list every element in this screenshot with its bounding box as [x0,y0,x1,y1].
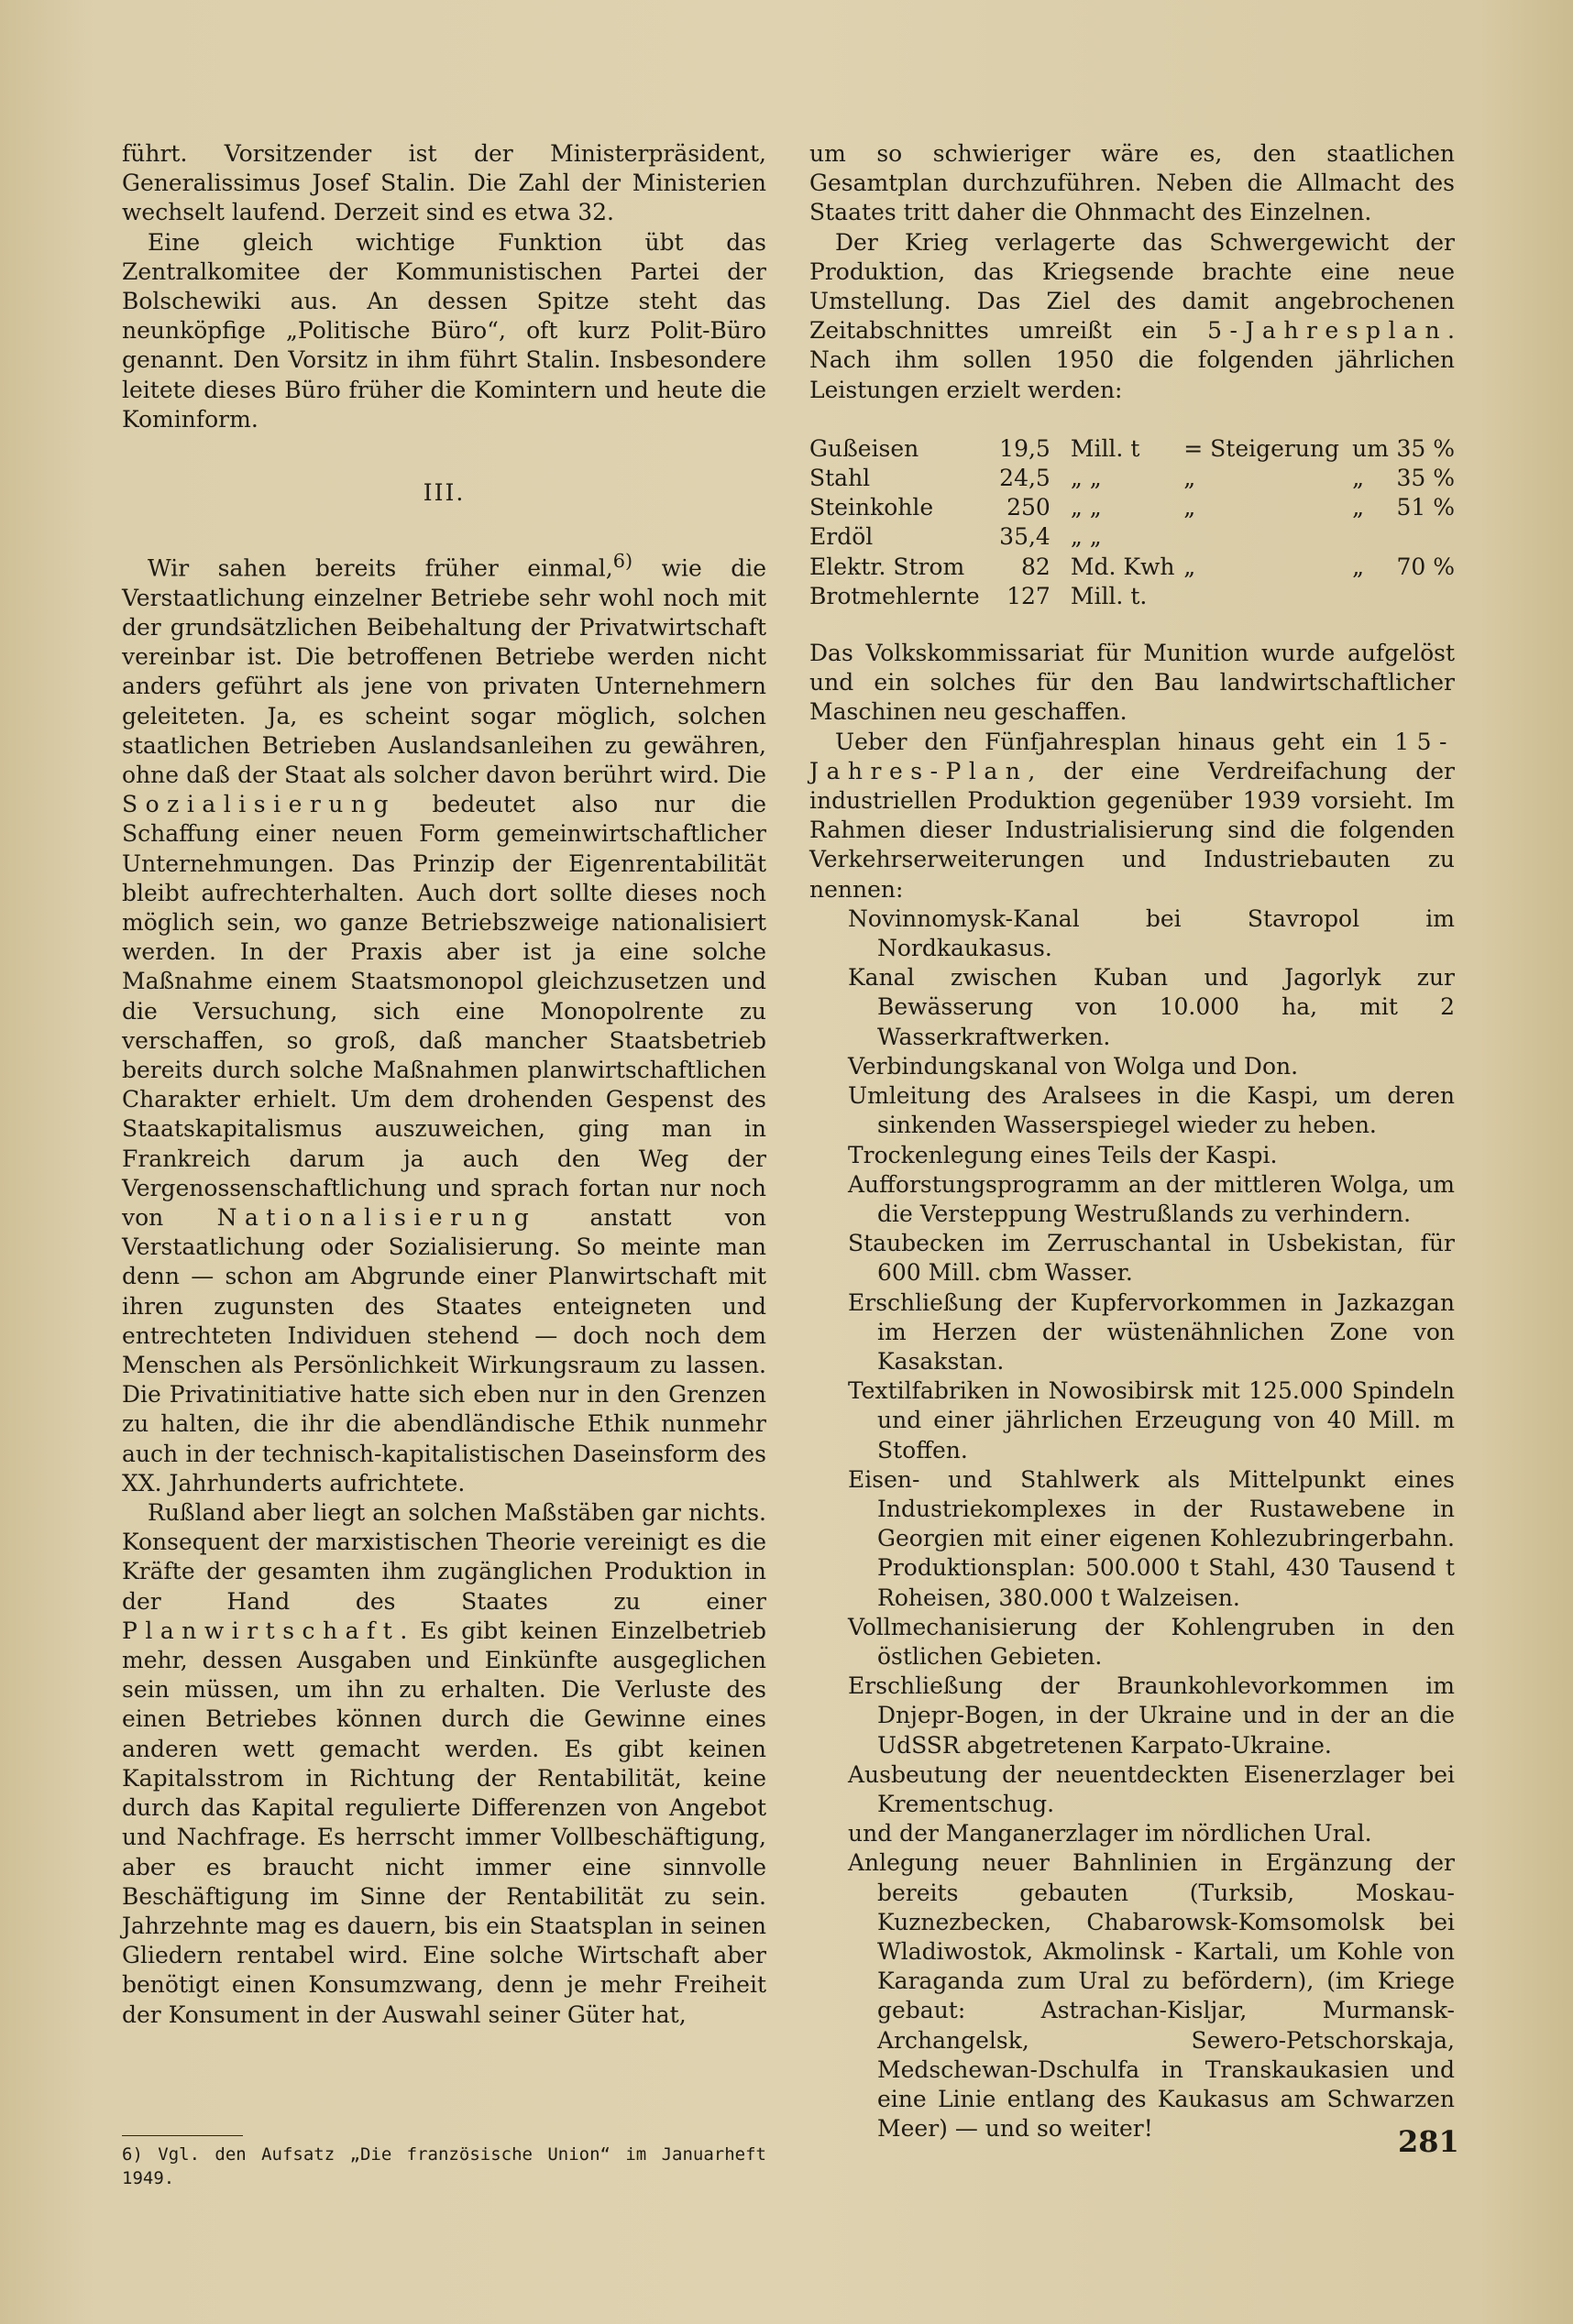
table-cell-amount: 127 [1006,582,1050,609]
left-column [122,139,766,2030]
spaced-emphasis: 15-Jahres-Plan [809,728,1455,784]
paragraph [809,228,1455,405]
table-row [809,582,1455,611]
table-cell-amount: 82 [1021,553,1050,580]
table-cell-um: „ [1352,465,1365,492]
table-row [809,493,1455,522]
list-item: Textilfabriken in Nowosibirsk mit 125.000 Spindeln und einer jährlichen Erzeugung von 40 Mill. m Stoffen. [848,1377,1455,1463]
table-cell-rel: = Steigerung [1183,434,1340,462]
right-column [809,139,1455,2143]
footnote: 6) Vgl. den Aufsatz „Die französische Union“ im Januarheft 1949. [122,2144,766,2188]
table-cell-um: um [1352,434,1389,462]
text-run: . Es gibt keinen Einzelbetrieb mehr, dessen Ausgaben und Einkünfte ausgeglichen sein müssen, um ihn zu erhalten. Die Verluste des einen Betriebes können durch die Gewinne eines anderen wett gemacht werden. Es gibt keinen Kapitalsstrom in Richtung der Rentabilität, keine durch das Kapital regulierte Differenzen von Angebot und Nachfrage. Es herrscht immer Vollbeschäftigung, aber es braucht nicht immer eine sinnvolle Beschäftigung im Sinne der Rentabilität zu sein. Jahrzehnte mag es dauern, bis ein Staatsplan in seinen Gliedern rentabel wird. Eine solche Wirtschaft aber benötigt einen Konsumzwang, denn je mehr Freiheit der Konsument in der Auswahl seiner Güter hat, [122,1617,766,2028]
list-item: Novinnomysk-Kanal bei Stavropol im Nordkaukasus. [848,904,1455,962]
table-row [809,464,1455,493]
table-cell-unit: „ „ [1070,523,1102,551]
table-cell-unit: Mill. t [1070,434,1140,462]
table-row [809,553,1455,582]
spaced-emphasis: Planwirtschaft [122,1617,401,1644]
table-cell-pct: 35 % [1396,465,1455,492]
paragraph [122,1498,766,2030]
table-cell-pct: 70 % [1396,553,1455,580]
text-run: anstatt von Verstaatlichung oder Sozialisierung. So meinte man denn — schon am Abgrunde einer Planwirtschaft mit ihren zugunsten des Staates enteigneten und entrechteten Individuen stehend — doch noch dem Menschen als Persönlichkeit Wirkungsraum zu lassen. Die Privatinitiative hatte sich eben nur in den Grenzen zu halten, die ihr die abendländische Ethik nunmehr auch in der technisch-kapitalistischen Daseinsform des XX. Jahrhunderts aufrichtete. [122,1204,766,1496]
table-row [809,434,1455,464]
list-item: Eisen- und Stahlwerk als Mittelpunkt eines Industriekomplexes in der Rustawebene in Georgien mit einer eigenen Kohlezubringerbahn. Produktionsplan: 500.000 t Stahl, 430 Tausend t Roheisen, 380.000 t Walzeisen. [848,1465,1455,1611]
table-row [809,522,1455,552]
table-cell-amount: 35,4 [999,523,1050,551]
list-item: Kanal zwischen Kuban und Jagorlyk zur Bewässerung von 10.000 ha, mit 2 Wasserkraftwerken. [848,964,1455,1050]
paragraph: Eine gleich wichtige Funktion übt das Zentralkomitee der Kommunistischen Partei der Bolschewiki aus. An dessen Spitze steht das neunköpfige „Politische Büro“, oft kurz Polit-Büro genannt. Den Vorsitz in ihm führt Stalin. Insbesondere leitete dieses Büro früher die Komintern und heute die Kominform. [122,228,766,433]
table-cell-um [1352,522,1392,552]
text-run: bedeutet also nur die Schaffung einer neuen Form gemeinwirtschaftlicher Unternehmungen. Das Prinzip der Eigenrentabilität bleibt aufrechterhalten. Auch dort sollte dieses noch möglich sein, wo ganze Betriebszweige nationalisiert werden. In der Praxis aber ist ja eine solche Maßnahme einem Staatsmonopol gleichzusetzen und die Versuchung, sich eine Monopolrente zu verschaffen, so groß, daß mancher Staatsbetrieb bereits durch solche Maßnahmen planwirtschaftlichen Charakter erhielt. Um dem drohenden Gespenst des Staatskapitalismus auszuweichen, ging man in Frankreich darum ja auch den Weg der Vergenossenschaftlichung und sprach fortan nur noch von [122,791,766,1232]
section-heading: III. [423,479,466,507]
table-cell-um: „ [1352,494,1365,521]
list-item: Anlegung neuer Bahnlinien in Ergänzung der bereits gebauten (Turksib, Moskau-Kuznezbecken, Chabarowsk-Komsomolsk bei Wladiwostok, Akmolinsk - Kartali, um Kohle von Karaganda zum Ural zu befördern), (im Kriege gebaut: Astrachan-Kisljar, Murmansk-Archangelsk, Sewero-Petschorskaja, Medschewan-Dschulfa in Transkaukasien und eine Linie entlang des Kaukasus am Schwarzen Meer) — und so weiter! [848,1849,1455,2143]
table-cell-pct [1392,582,1455,611]
list-item: Ausbeutung der neuentdeckten Eisenerzlager bei Krementschug. [848,1760,1455,1817]
list-item: Trockenlegung eines Teils der Kaspi. [848,1141,1278,1168]
table-cell-rel: „ [1183,465,1196,492]
list-item: Aufforstungsprogramm an der mittleren Wolga, um die Versteppung Westrußlands zu verhindern. [848,1170,1455,1227]
page-number: 281 [1398,2124,1459,2159]
table-cell-amount: 24,5 [999,465,1050,492]
table-cell-rel [1183,582,1352,611]
table-cell-unit: Mill. t. [1070,582,1148,609]
table-cell-pct [1392,522,1455,552]
table-cell-pct: 35 % [1396,434,1455,462]
list-item: Erschließung der Braunkohlevorkommen im Dnjepr-Bogen, in der Ukraine und in der an die UdSSR abgetretenen Karpato-Ukraine. [848,1672,1455,1759]
table-cell-amount: 250 [1006,494,1050,521]
text-run: wie die Verstaatlichung einzelner Betriebe sehr wohl noch mit der grundsätzlichen Beibehaltung der Privatwirtschaft vereinbar ist. Die betroffenen Betriebe werden nicht anders geführt als jene von privaten Unternehmern geleiteten. Ja, es scheint sogar möglich, solchen staatlichen Betrieben Auslandsanleihen zu gewähren, ohne daß der Staat als solcher davon berührt wird. Die [122,554,766,788]
table-cell-um [1352,582,1392,611]
paragraph: um so schwieriger wäre es, den staatlichen Gesamtplan durchzuführen. Neben die Allmacht des Staates tritt daher die Ohnmacht des Einzelnen. [809,140,1455,226]
table-cell-amount: 19,5 [999,434,1050,462]
list-item: Umleitung des Aralsees in die Kaspi, um deren sinkenden Wasserspiegel wieder zu heben. [848,1082,1455,1139]
text-run: , der eine Verdreifachung der industriellen Produktion gegenüber 1939 vorsieht. Im Rahmen dieser Industrialisierung sind die folgenden Verkehrserweiterungen und Industriebauten zu nennen: [809,757,1455,903]
spaced-emphasis: Sozialisierung [122,791,397,818]
text-run: Ueber den Fünfjahresplan hinaus geht ein [835,728,1395,755]
table-cell-rel [1183,522,1352,552]
table-cell-rel: „ [1183,494,1196,521]
list-item: Vollmechanisierung der Kohlengruben in den östlichen Gebieten. [848,1613,1455,1670]
text-run: Der Krieg verlagerte das Schwergewicht der Produktion, das Kriegsende brachte eine neue Umstellung. Das Ziel des damit angebrochenen Zeitabschnittes umreißt ein [809,228,1455,345]
list-item: Staubecken im Zerruschantal in Usbekistan, für 600 Mill. cbm Wasser. [848,1230,1455,1287]
paragraph [122,546,766,1498]
paragraph: Das Volkskommissariat für Munition wurde aufgelöst und ein solches für den Bau landwirtschaftlicher Maschinen neu geschaffen. [809,640,1455,726]
table-cell-item: Brotmehlernte [809,582,980,609]
table-cell-rel: „ [1183,553,1196,580]
project-list [809,904,1455,2144]
footnote-divider [122,2135,243,2136]
paragraph: führt. Vorsitzender ist der Ministerpräsident, Generalissimus Josef Stalin. Die Zahl der Ministerien wechselt laufend. Derzeit sind es etwa 32. [122,140,766,226]
text-run: Wir sahen bereits früher einmal, [148,554,613,582]
paragraph [809,728,1455,904]
list-item: Erschließung der Kupfervorkommen in Jazkazgan im Herzen der wüstenähnlichen Zone von Kasakstan. [848,1288,1455,1375]
spaced-emphasis: Nationalisierung [216,1204,537,1232]
production-table [809,434,1455,611]
table-cell-item: Erdöl [809,523,874,551]
text-run: . Nach ihm sollen 1950 die folgenden jährlichen Leistungen erzielt werden: [809,317,1455,403]
table-cell-item: Elektr. Strom [809,553,965,580]
table-cell-item: Gußeisen [809,434,919,462]
table-cell-unit: Md. Kwh [1070,553,1175,580]
list-item: Verbindungskanal von Wolga und Don. [848,1052,1299,1080]
table-cell-item: Steinkohle [809,494,934,521]
table-cell-unit: „ „ [1070,465,1102,492]
text-run: Rußland aber liegt an solchen Maßstäben gar nichts. Konsequent der marxistischen Theorie vereinigt es die Kräfte der gesamten ihm zugänglichen Produktion in der Hand des Staates zu einer [122,1499,766,1615]
table-cell-unit: „ „ [1070,494,1102,521]
table-cell-item: Stahl [809,465,871,492]
footnote-reference: 6) [612,550,633,573]
table-cell-um: „ [1352,553,1365,580]
list-item: und der Manganerzlager im nördlichen Ural. [848,1820,1372,1847]
table-cell-pct: 51 % [1396,494,1455,521]
spaced-emphasis: 5-Jahresplan [1207,317,1448,345]
